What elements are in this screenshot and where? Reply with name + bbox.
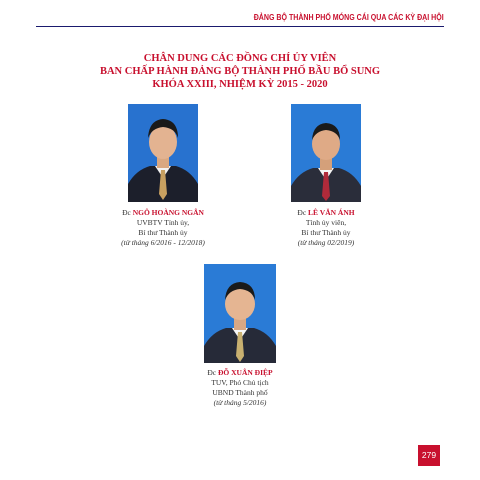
prefix-3: Đc — [207, 368, 217, 377]
header-rule — [36, 26, 444, 27]
caption-3 — [170, 368, 310, 408]
prefix-1: Đc — [122, 208, 131, 217]
role-1b: Bí thư Thành ủy — [138, 228, 188, 237]
role-3a: TUV, Phó Chủ tịch — [211, 378, 269, 387]
page-number: 279 — [418, 445, 440, 466]
page-heading — [0, 52, 480, 91]
portrait-photo-2 — [291, 104, 361, 202]
prefix-2: Đc — [297, 208, 307, 217]
term-1: (từ tháng 6/2016 - 12/2018) — [121, 238, 205, 247]
role-2b: Bí thư Thành ủy — [301, 228, 351, 237]
caption-1 — [93, 208, 233, 248]
person-name-1: NGÔ HOÀNG NGÂN — [132, 208, 204, 217]
portrait-photo-1 — [128, 104, 198, 202]
heading-line-3: KHÓA XXIII, NHIỆM KỲ 2015 - 2020 — [152, 79, 328, 90]
running-header: ĐẢNG BỘ THÀNH PHỐ MÓNG CÁI QUA CÁC KỲ ĐẠI HỘI — [253, 12, 444, 22]
role-3b: UBND Thành phố — [212, 388, 268, 397]
caption-2 — [256, 208, 396, 248]
term-3: (từ tháng 5/2016) — [213, 398, 267, 407]
person-name-2: LÊ VĂN ÁNH — [308, 208, 355, 217]
heading-line-2: BAN CHẤP HÀNH ĐẢNG BỘ THÀNH PHỐ BẦU BỔ SUNG — [99, 66, 381, 77]
role-2a: Tỉnh ủy viên, — [305, 218, 347, 227]
term-2: (từ tháng 02/2019) — [297, 238, 355, 247]
person-name-3: ĐỖ XUÂN ĐIỆP — [218, 368, 273, 377]
role-1a: UVBTV Tỉnh ủy, — [136, 218, 190, 227]
portrait-photo-3 — [204, 264, 276, 363]
heading-line-1: CHÂN DUNG CÁC ĐỒNG CHÍ ỦY VIÊN — [143, 53, 337, 64]
